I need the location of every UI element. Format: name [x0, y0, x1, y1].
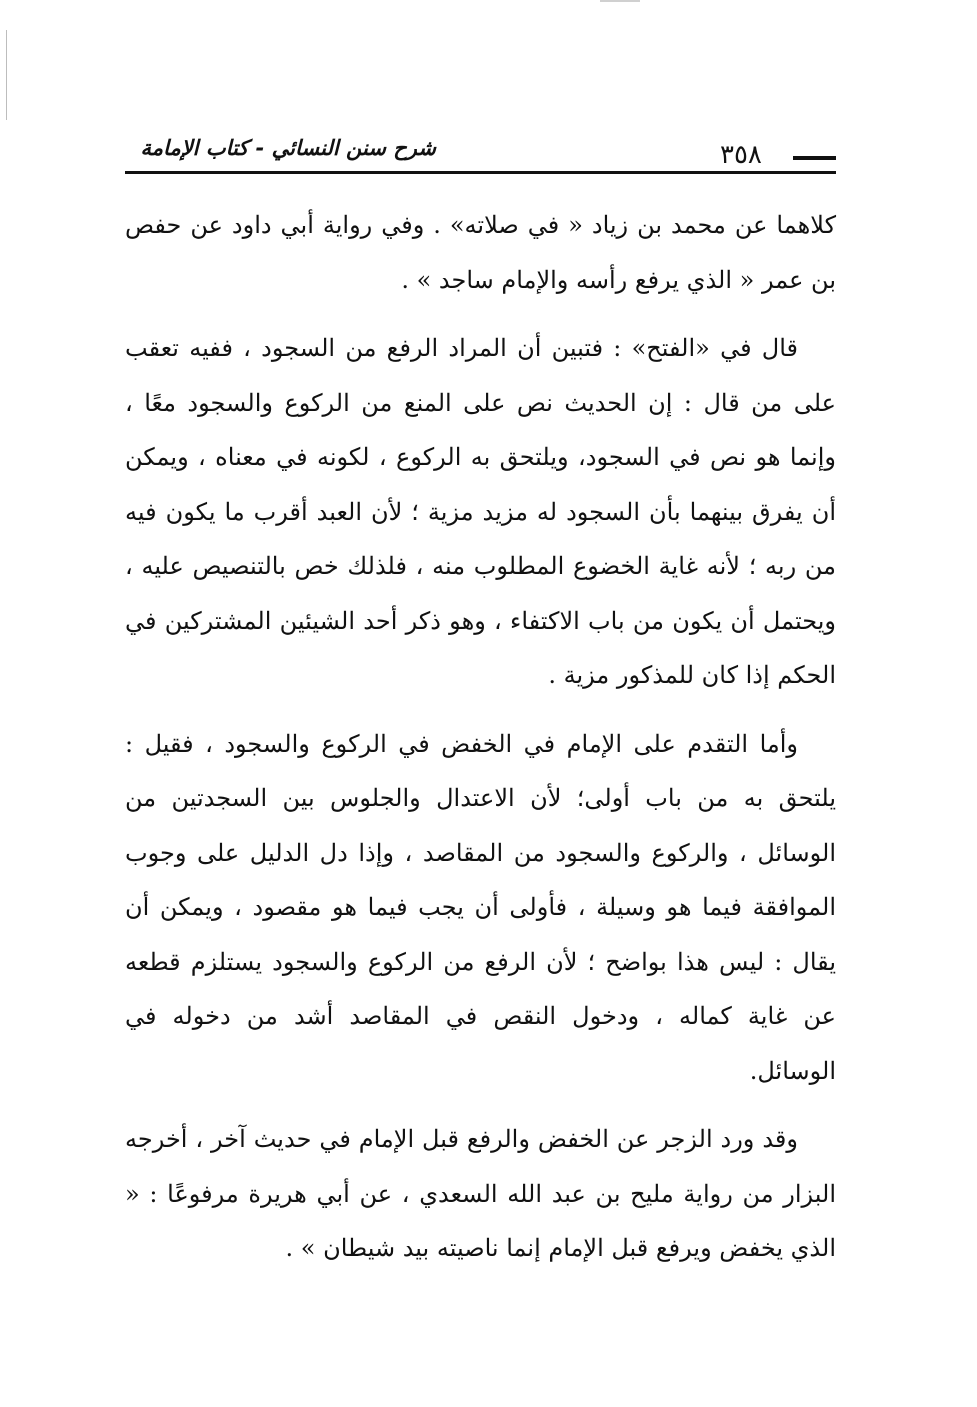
paragraph-2: قال في «الفتح» : فتبين أن المراد الرفع من السجود ، ففيه تعقب على من قال : إن الحديث نص على المنع من الركوع والسجود معًا ، وإنما هو نص في السجود، ويلتحق به الركوع ، لكونه في معناه ، ويمكن أن يفرق بينهما بأن السجود له مزيد مزية ؛ لأن العبد أقرب ما يكون فيه من ربه ؛ لأنه غاية الخضوع المطلوب منه ، فلذلك خص بالتنصيص عليه ، ويحتمل أن يكون من باب الاكتفاء ، وهو ذكر أحد الشيئين المشتركين في الحكم إذا كان للمذكور مزية . — [125, 334, 836, 689]
scan-edge-mark — [6, 30, 7, 120]
page-header — [125, 128, 836, 188]
scan-top-mark — [600, 0, 640, 2]
page-body — [125, 198, 836, 1290]
paragraph-4: وقد ورد الزجر عن الخفض والرفع قبل الإمام في حديث آخر ، أخرجه البزار من رواية مليح بن عبد الله السعدي ، عن أبي هريرة مرفوعًا : « الذي يخفض ويرفع قبل الإمام إنما ناصيته بيد شيطان » . — [125, 1125, 836, 1262]
header-rule — [125, 171, 836, 174]
running-title: شرح سنن النسائي - كتاب الإمامة — [140, 136, 436, 160]
paragraph-1: كلاهما عن محمد بن زياد « في صلاته» . وفي رواية أبي داود عن حفص بن عمر « الذي يرفع رأسه والإمام ساجد » . — [125, 211, 836, 294]
page-number: ٣٥٨ — [720, 140, 762, 170]
page-number-bar — [793, 156, 836, 160]
paragraph-3: وأما التقدم على الإمام في الخفض في الركوع والسجود ، فقيل : يلتحق به من باب أولى؛ لأن الاعتدال والجلوس بين السجدتين من الوسائل ، والركوع والسجود من المقاصد ، وإذا دل الدليل على وجوب الموافقة فيما هو وسيلة ، فأولى أن يجب فيما هو مقصود ، ويمكن أن يقال : ليس هذا بواضح ؛ لأن الرفع من الركوع والسجود يستلزم قطعه عن غاية كماله ، ودخول النقص في المقاصد أشد من دخوله في الوسائل. — [125, 729, 836, 1085]
